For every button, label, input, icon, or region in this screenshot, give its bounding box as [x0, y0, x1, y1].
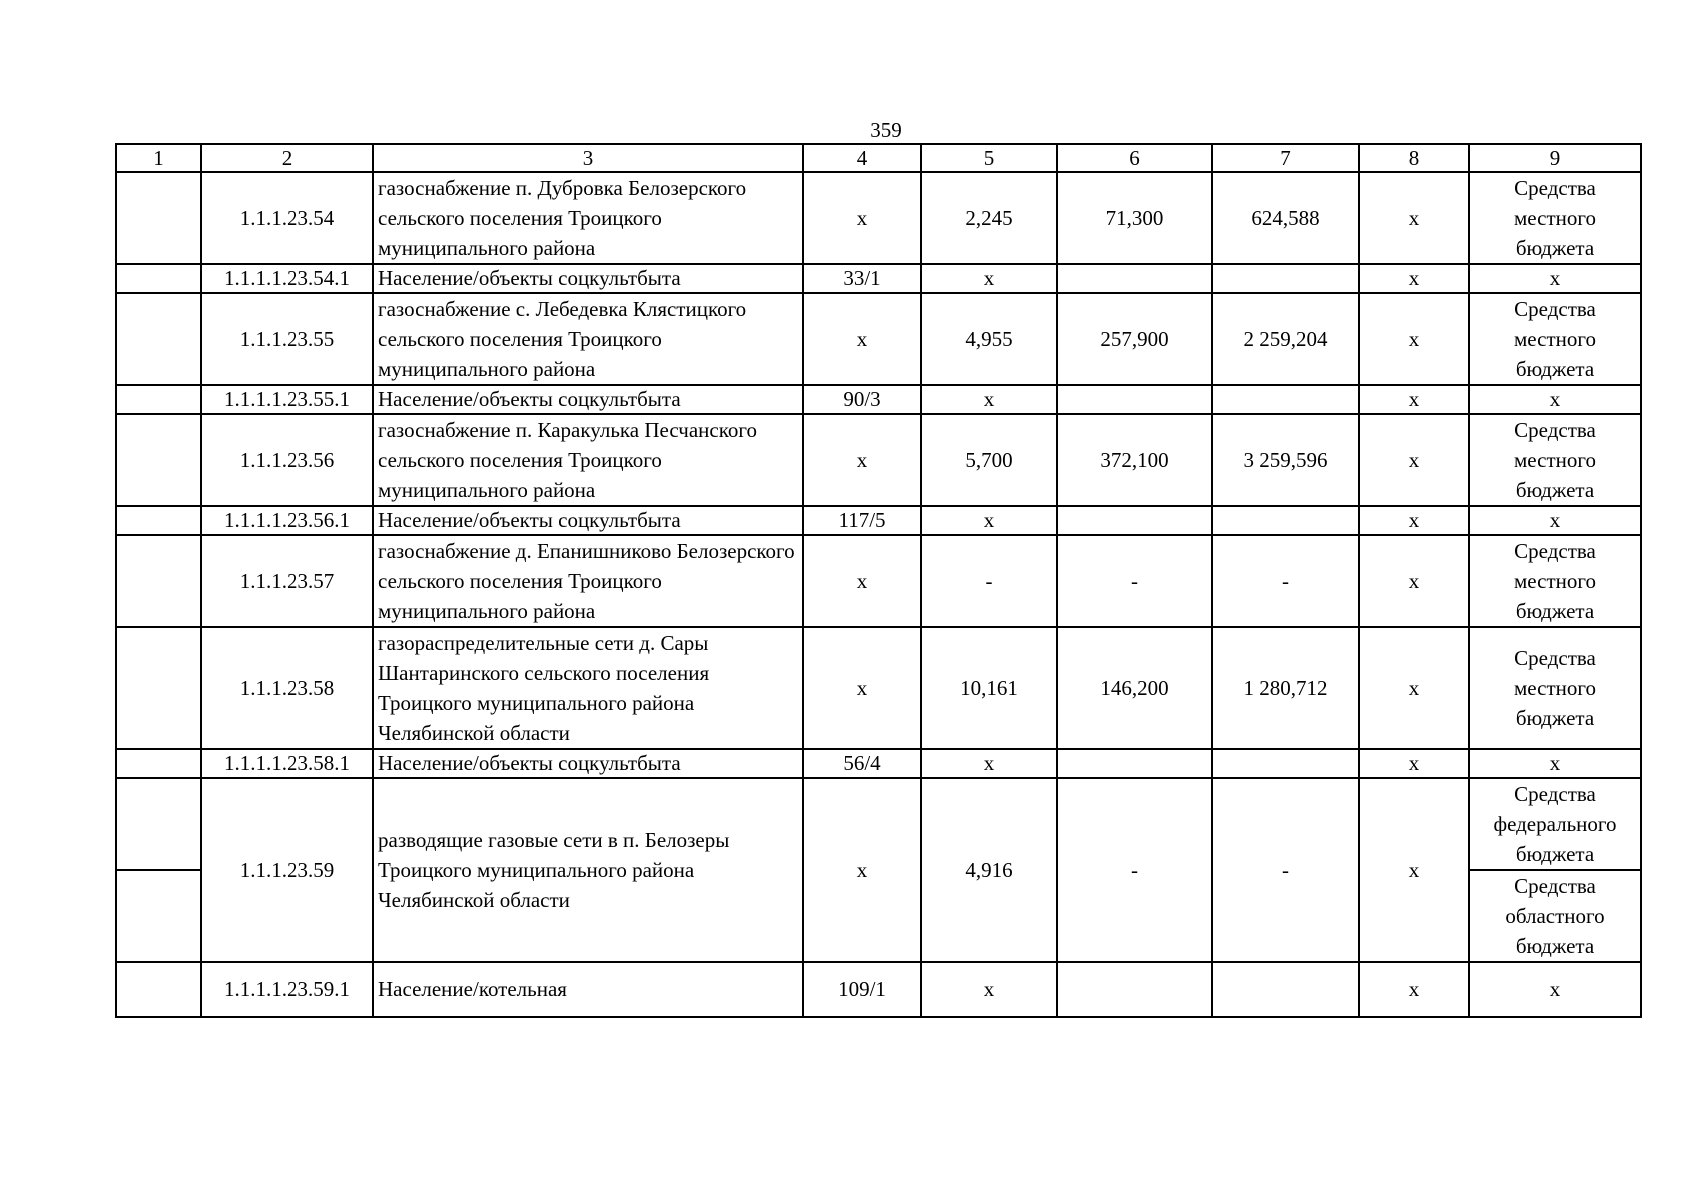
- col7-value: [1212, 962, 1359, 1017]
- row-index-cell: [116, 870, 201, 962]
- col4-value: х: [803, 293, 921, 385]
- col4-value: х: [803, 535, 921, 627]
- col5-value: х: [921, 264, 1057, 293]
- row-index-cell: [116, 627, 201, 749]
- row-index-cell: [116, 264, 201, 293]
- funding-source: Средства местного бюджета: [1469, 627, 1641, 749]
- col7-value: [1212, 385, 1359, 414]
- col8-value: х: [1359, 264, 1469, 293]
- row-index-cell: [116, 749, 201, 778]
- col4-value: 109/1: [803, 962, 921, 1017]
- col5-value: 4,916: [921, 778, 1057, 962]
- col4-value: х: [803, 172, 921, 264]
- item-number: 1.1.1.1.23.54.1: [201, 264, 373, 293]
- col6-value: [1057, 385, 1212, 414]
- col7-value: 3 259,596: [1212, 414, 1359, 506]
- col6-value: [1057, 749, 1212, 778]
- table-row: [116, 962, 1641, 1017]
- col8-value: х: [1359, 385, 1469, 414]
- item-number: 1.1.1.1.23.59.1: [201, 962, 373, 1017]
- table-row: [116, 627, 1641, 749]
- funding-source: Средства местного бюджета: [1469, 535, 1641, 627]
- col8-value: х: [1359, 293, 1469, 385]
- header-cell: 5: [921, 144, 1057, 172]
- funding-source: х: [1469, 962, 1641, 1017]
- funding-source: Средства местного бюджета: [1469, 414, 1641, 506]
- header-cell: 6: [1057, 144, 1212, 172]
- table-row: [116, 778, 1641, 870]
- col5-value: 5,700: [921, 414, 1057, 506]
- col7-value: 1 280,712: [1212, 627, 1359, 749]
- table-row: [116, 264, 1641, 293]
- row-index-cell: [116, 172, 201, 264]
- col4-value: х: [803, 414, 921, 506]
- col5-value: х: [921, 506, 1057, 535]
- funding-source-secondary: Средства областного бюджета: [1469, 870, 1641, 962]
- page-number: 359: [870, 118, 902, 142]
- item-number: 1.1.1.1.23.56.1: [201, 506, 373, 535]
- item-description: Население/объекты соцкультбыта: [373, 264, 803, 293]
- col4-value: х: [803, 778, 921, 962]
- col7-value: [1212, 749, 1359, 778]
- funding-source: х: [1469, 264, 1641, 293]
- col5-value: 10,161: [921, 627, 1057, 749]
- col4-value: 56/4: [803, 749, 921, 778]
- header-cell: 7: [1212, 144, 1359, 172]
- col6-value: 146,200: [1057, 627, 1212, 749]
- col6-value: -: [1057, 535, 1212, 627]
- col8-value: х: [1359, 627, 1469, 749]
- row-index-cell: [116, 535, 201, 627]
- item-number: 1.1.1.23.58: [201, 627, 373, 749]
- header-cell: 9: [1469, 144, 1641, 172]
- item-number: 1.1.1.23.54: [201, 172, 373, 264]
- header-cell: 4: [803, 144, 921, 172]
- table-row: [116, 506, 1641, 535]
- item-description: Население/объекты соцкультбыта: [373, 749, 803, 778]
- item-number: 1.1.1.23.55: [201, 293, 373, 385]
- col4-value: 90/3: [803, 385, 921, 414]
- item-number: 1.1.1.23.56: [201, 414, 373, 506]
- header-row: [116, 144, 1641, 172]
- col5-value: х: [921, 385, 1057, 414]
- funding-source: х: [1469, 506, 1641, 535]
- funding-source: х: [1469, 749, 1641, 778]
- table-row: [116, 749, 1641, 778]
- row-index-cell: [116, 293, 201, 385]
- col7-value: [1212, 264, 1359, 293]
- col7-value: [1212, 506, 1359, 535]
- item-number: 1.1.1.1.23.55.1: [201, 385, 373, 414]
- col5-value: -: [921, 535, 1057, 627]
- col5-value: х: [921, 962, 1057, 1017]
- col6-value: [1057, 506, 1212, 535]
- row-index-cell: [116, 962, 201, 1017]
- item-description: Население/объекты соцкультбыта: [373, 506, 803, 535]
- item-number: 1.1.1.1.23.58.1: [201, 749, 373, 778]
- col6-value: 71,300: [1057, 172, 1212, 264]
- item-description: газораспределительные сети д. Сары Шантаринского сельского поселения Троицкого муниципального района Челябинской области: [373, 627, 803, 749]
- col5-value: х: [921, 749, 1057, 778]
- header-cell: 2: [201, 144, 373, 172]
- col6-value: [1057, 962, 1212, 1017]
- funding-source: Средства местного бюджета: [1469, 172, 1641, 264]
- header-cell: 8: [1359, 144, 1469, 172]
- item-number: 1.1.1.23.59: [201, 778, 373, 962]
- col8-value: х: [1359, 962, 1469, 1017]
- funding-source: х: [1469, 385, 1641, 414]
- table-row: [116, 172, 1641, 264]
- item-description: разводящие газовые сети в п. Белозеры Троицкого муниципального района Челябинской области: [373, 778, 803, 962]
- col4-value: х: [803, 627, 921, 749]
- col5-value: 4,955: [921, 293, 1057, 385]
- col4-value: 33/1: [803, 264, 921, 293]
- col7-value: -: [1212, 778, 1359, 962]
- funding-source: Средства местного бюджета: [1469, 293, 1641, 385]
- col4-value: 117/5: [803, 506, 921, 535]
- col7-value: -: [1212, 535, 1359, 627]
- item-description: газоснабжение п. Дубровка Белозерского сельского поселения Троицкого муниципального района: [373, 172, 803, 264]
- item-description: газоснабжение п. Каракулька Песчанского сельского поселения Троицкого муниципального района: [373, 414, 803, 506]
- col7-value: 2 259,204: [1212, 293, 1359, 385]
- item-description: Население/котельная: [373, 962, 803, 1017]
- col8-value: х: [1359, 535, 1469, 627]
- row-index-cell: [116, 778, 201, 870]
- col5-value: 2,245: [921, 172, 1057, 264]
- item-number: 1.1.1.23.57: [201, 535, 373, 627]
- col8-value: х: [1359, 414, 1469, 506]
- data-table: [115, 143, 1642, 1018]
- col8-value: х: [1359, 778, 1469, 962]
- header-cell: 1: [116, 144, 201, 172]
- item-description: газоснабжение д. Епанишниково Белозерского сельского поселения Троицкого муниципального района: [373, 535, 803, 627]
- col6-value: 257,900: [1057, 293, 1212, 385]
- col7-value: 624,588: [1212, 172, 1359, 264]
- row-index-cell: [116, 506, 201, 535]
- col6-value: -: [1057, 778, 1212, 962]
- item-description: газоснабжение с. Лебедевка Клястицкого сельского поселения Троицкого муниципального района: [373, 293, 803, 385]
- table-row: [116, 385, 1641, 414]
- table-row: [116, 535, 1641, 627]
- col8-value: х: [1359, 506, 1469, 535]
- row-index-cell: [116, 385, 201, 414]
- funding-source: Средства федерального бюджета: [1469, 778, 1641, 870]
- row-index-cell: [116, 414, 201, 506]
- table-row: [116, 414, 1641, 506]
- col6-value: 372,100: [1057, 414, 1212, 506]
- col8-value: х: [1359, 749, 1469, 778]
- table-row: [116, 293, 1641, 385]
- col6-value: [1057, 264, 1212, 293]
- col8-value: х: [1359, 172, 1469, 264]
- item-description: Население/объекты соцкультбыта: [373, 385, 803, 414]
- header-cell: 3: [373, 144, 803, 172]
